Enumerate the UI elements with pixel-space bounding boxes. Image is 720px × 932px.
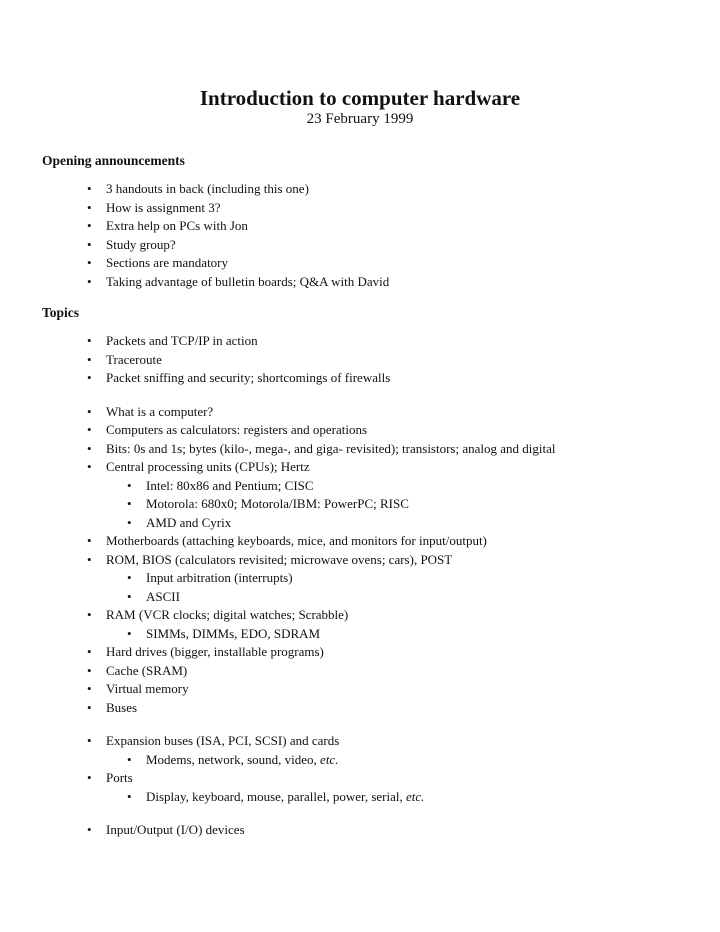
list-item: • How is assignment 3?	[87, 199, 707, 218]
list-item	[87, 551, 707, 607]
sublist-item: • SIMMs, DIMMs, EDO, SDRAM	[127, 625, 707, 644]
list-gap	[87, 388, 707, 403]
sublist	[106, 788, 707, 807]
sublist-item: • Intel: 80x86 and Pentium; CISC	[127, 477, 707, 496]
list-item-text: Expansion buses (ISA, PCI, SCSI) and cards	[106, 733, 340, 748]
page-date: 23 February 1999	[306, 111, 414, 127]
list-gap	[87, 717, 707, 732]
list-item: • Computers as calculators: registers and operations	[87, 421, 707, 440]
list-item: • Packet sniffing and security; shortcomings of firewalls	[87, 369, 707, 388]
list-item: • Sections are mandatory	[87, 254, 707, 273]
list-item-text: ROM, BIOS (calculators revisited; microwave ovens; cars), POST	[106, 551, 453, 567]
announcements-list	[87, 180, 707, 291]
heading-topics: Topics	[42, 305, 80, 320]
sublist-item-text: Display, keyboard, mouse, parallel, power, serial,	[146, 788, 406, 804]
sublist-item: • AMD and Cyrix	[127, 514, 707, 533]
list-item	[87, 732, 707, 769]
list-item: • Input/Output (I/O) devices	[87, 821, 707, 840]
list-item: • 3 handouts in back (including this one)	[87, 180, 707, 199]
list-item-text: Central processing units (CPUs); Hertz	[106, 459, 310, 474]
sublist	[106, 751, 707, 770]
list-item: • Buses	[87, 699, 707, 718]
list-item	[87, 769, 707, 806]
sublist	[106, 569, 707, 606]
page-title: Introduction to computer hardware	[199, 86, 521, 110]
list-item: • Packets and TCP/IP in action	[87, 332, 707, 351]
etc-text: etc.	[320, 751, 339, 767]
etc-text: etc.	[406, 788, 425, 804]
list-item: • Hard drives (bigger, installable programs)	[87, 643, 707, 662]
sublist-item: • Input arbitration (interrupts)	[127, 569, 707, 588]
sublist-item	[127, 788, 707, 807]
list-gap	[87, 806, 707, 821]
list-item: • Bits: 0s and 1s; bytes (kilo-, mega-, and giga- revisited); transistors; analog and digital	[87, 440, 707, 459]
list-item: • Study group?	[87, 236, 707, 255]
list-item	[87, 606, 707, 643]
topics-list	[87, 332, 707, 840]
list-item: • What is a computer?	[87, 403, 707, 422]
list-item: • Motherboards (attaching keyboards, mice, and monitors for input/output)	[87, 532, 707, 551]
list-item: • Traceroute	[87, 351, 707, 370]
list-item: • Cache (SRAM)	[87, 662, 707, 681]
heading-opening-announcements: Opening announcements	[42, 153, 185, 168]
list-item	[87, 458, 707, 532]
sublist-item	[127, 751, 707, 770]
sublist-item-text: Modems, network, sound, video,	[146, 751, 321, 767]
list-item-text: Ports	[106, 770, 133, 785]
list-item-text: RAM (VCR clocks; digital watches; Scrabble)	[106, 607, 349, 622]
list-item: • Extra help on PCs with Jon	[87, 217, 707, 236]
list-item: • Virtual memory	[87, 680, 707, 699]
sublist	[106, 625, 707, 644]
list-item: • Taking advantage of bulletin boards; Q&A with David	[87, 273, 707, 292]
sublist-item: • ASCII	[127, 588, 707, 607]
sublist	[106, 477, 707, 533]
sublist-item: • Motorola: 680x0; Motorola/IBM: PowerPC; RISC	[127, 495, 707, 514]
